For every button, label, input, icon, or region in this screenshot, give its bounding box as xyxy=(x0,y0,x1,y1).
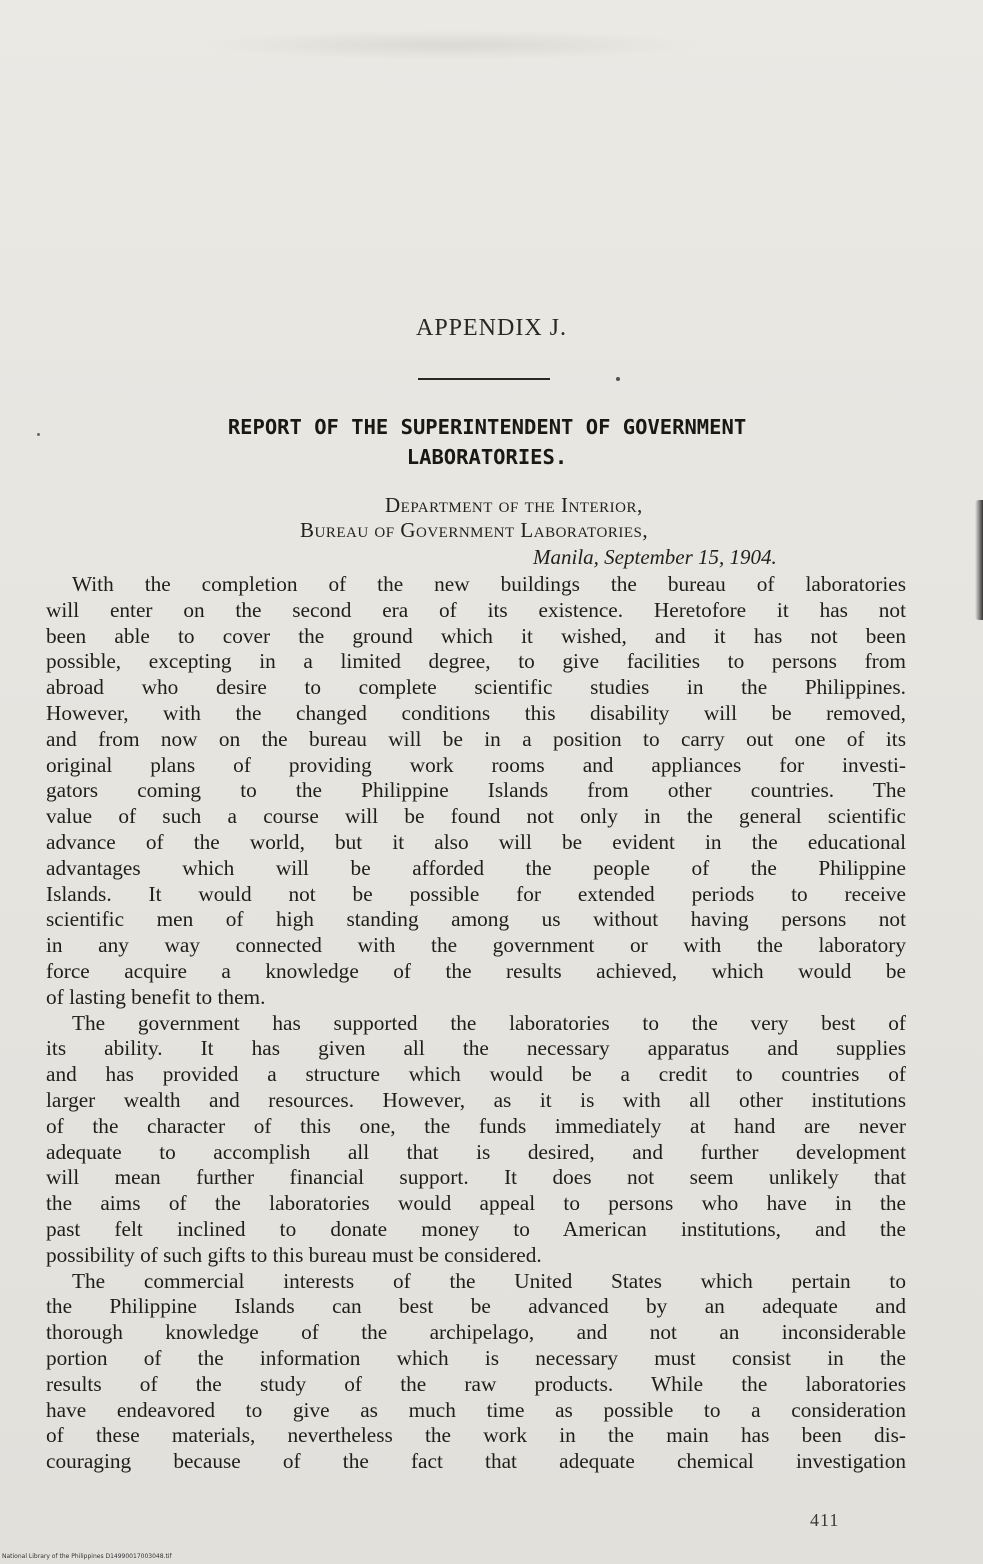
body-line: of the character of this one, the funds immediately at hand are never xyxy=(46,1113,906,1138)
body-line: force acquire a knowledge of the results achieved, which would be xyxy=(46,958,906,983)
body-line: portion of the information which is necessary must consist in the xyxy=(46,1345,906,1370)
body-line: past felt inclined to donate money to American institutions, and the xyxy=(46,1216,906,1241)
body-line: possible, excepting in a limited degree, to give facilities to persons from xyxy=(46,649,906,674)
body-text xyxy=(46,572,906,1475)
title-rule xyxy=(418,378,550,380)
body-line: results of the study of the raw products. While the laboratories xyxy=(46,1371,906,1396)
body-line: Islands. It would not be possible for extended periods to receive xyxy=(46,881,906,906)
report-title xyxy=(92,412,882,472)
body-line: larger wealth and resources. However, as it is with all other institutions xyxy=(46,1087,906,1112)
body-line: The commercial interests of the United States which pertain to xyxy=(72,1268,906,1293)
body-line: of these materials, nevertheless the work in the main has been dis- xyxy=(46,1423,906,1448)
body-line: The government has supported the laboratories to the very best of xyxy=(72,1010,906,1035)
body-line: the aims of the laboratories would appeal to persons who have in the xyxy=(46,1191,906,1216)
body-line: gators coming to the Philippine Islands from other countries. The xyxy=(46,778,906,803)
body-line: abroad who desire to complete scientific studies in the Philippines. xyxy=(46,675,906,700)
scan-shadow xyxy=(200,30,700,60)
body-line: the Philippine Islands can best be advanced by an adequate and xyxy=(46,1294,906,1319)
body-line: original plans of providing work rooms and appliances for investi- xyxy=(46,752,906,777)
body-line: been able to cover the ground which it wished, and it has not been xyxy=(46,623,906,648)
address-bureau: Bureau of Government Laboratories, xyxy=(300,518,649,542)
body-line: thorough knowledge of the archipelago, and not an inconsiderable xyxy=(46,1320,906,1345)
body-line: in any way connected with the government or with the laboratory xyxy=(46,933,906,958)
body-line: couraging because of the fact that adequate chemical investigation xyxy=(46,1449,906,1474)
footer-credit: National Library of the Philippines D14990017003048.tif xyxy=(2,1553,172,1560)
body-line: With the completion of the new buildings the bureau of laboratories xyxy=(72,572,906,596)
appendix-title: APPENDIX J. xyxy=(415,315,567,341)
scan-speck xyxy=(37,433,40,436)
body-line: advantages which will be afforded the people of the Philippine xyxy=(46,855,906,880)
body-line: adequate to accomplish all that is desired, and further development xyxy=(46,1139,906,1164)
body-line: scientific men of high standing among us without having persons not xyxy=(46,907,906,932)
body-line: However, with the changed conditions this disability will be removed, xyxy=(46,700,906,725)
report-title-line-2: LABORATORIES. xyxy=(406,445,568,469)
body-line: will mean further financial support. It does not seem unlikely that xyxy=(46,1165,906,1190)
body-line: advance of the world, but it also will be evident in the educational xyxy=(46,829,906,854)
scan-edge-mark xyxy=(975,500,983,620)
body-line: value of such a course will be found not only in the general scientific xyxy=(46,804,906,829)
address-department: Department of the Interior, xyxy=(385,493,643,517)
report-title-line-1: REPORT OF THE SUPERINTENDENT OF GOVERNMENT xyxy=(227,415,747,439)
page-number: 411 xyxy=(810,1510,840,1530)
body-line: will enter on the second era of its existence. Heretofore it has not xyxy=(46,597,906,622)
body-line: its ability. It has given all the necessary apparatus and supplies xyxy=(46,1036,906,1061)
rule-dot xyxy=(616,377,620,381)
body-line: of lasting benefit to them. xyxy=(46,984,266,1009)
body-line: have endeavored to give as much time as possible to a consideration xyxy=(46,1397,906,1422)
body-line: possibility of such gifts to this bureau must be considered. xyxy=(46,1242,542,1267)
body-line: and has provided a structure which would be a credit to countries of xyxy=(46,1062,906,1087)
address-place-date: Manila, September 15, 1904. xyxy=(533,545,777,569)
body-line: and from now on the bureau will be in a position to carry out one of its xyxy=(46,726,906,751)
